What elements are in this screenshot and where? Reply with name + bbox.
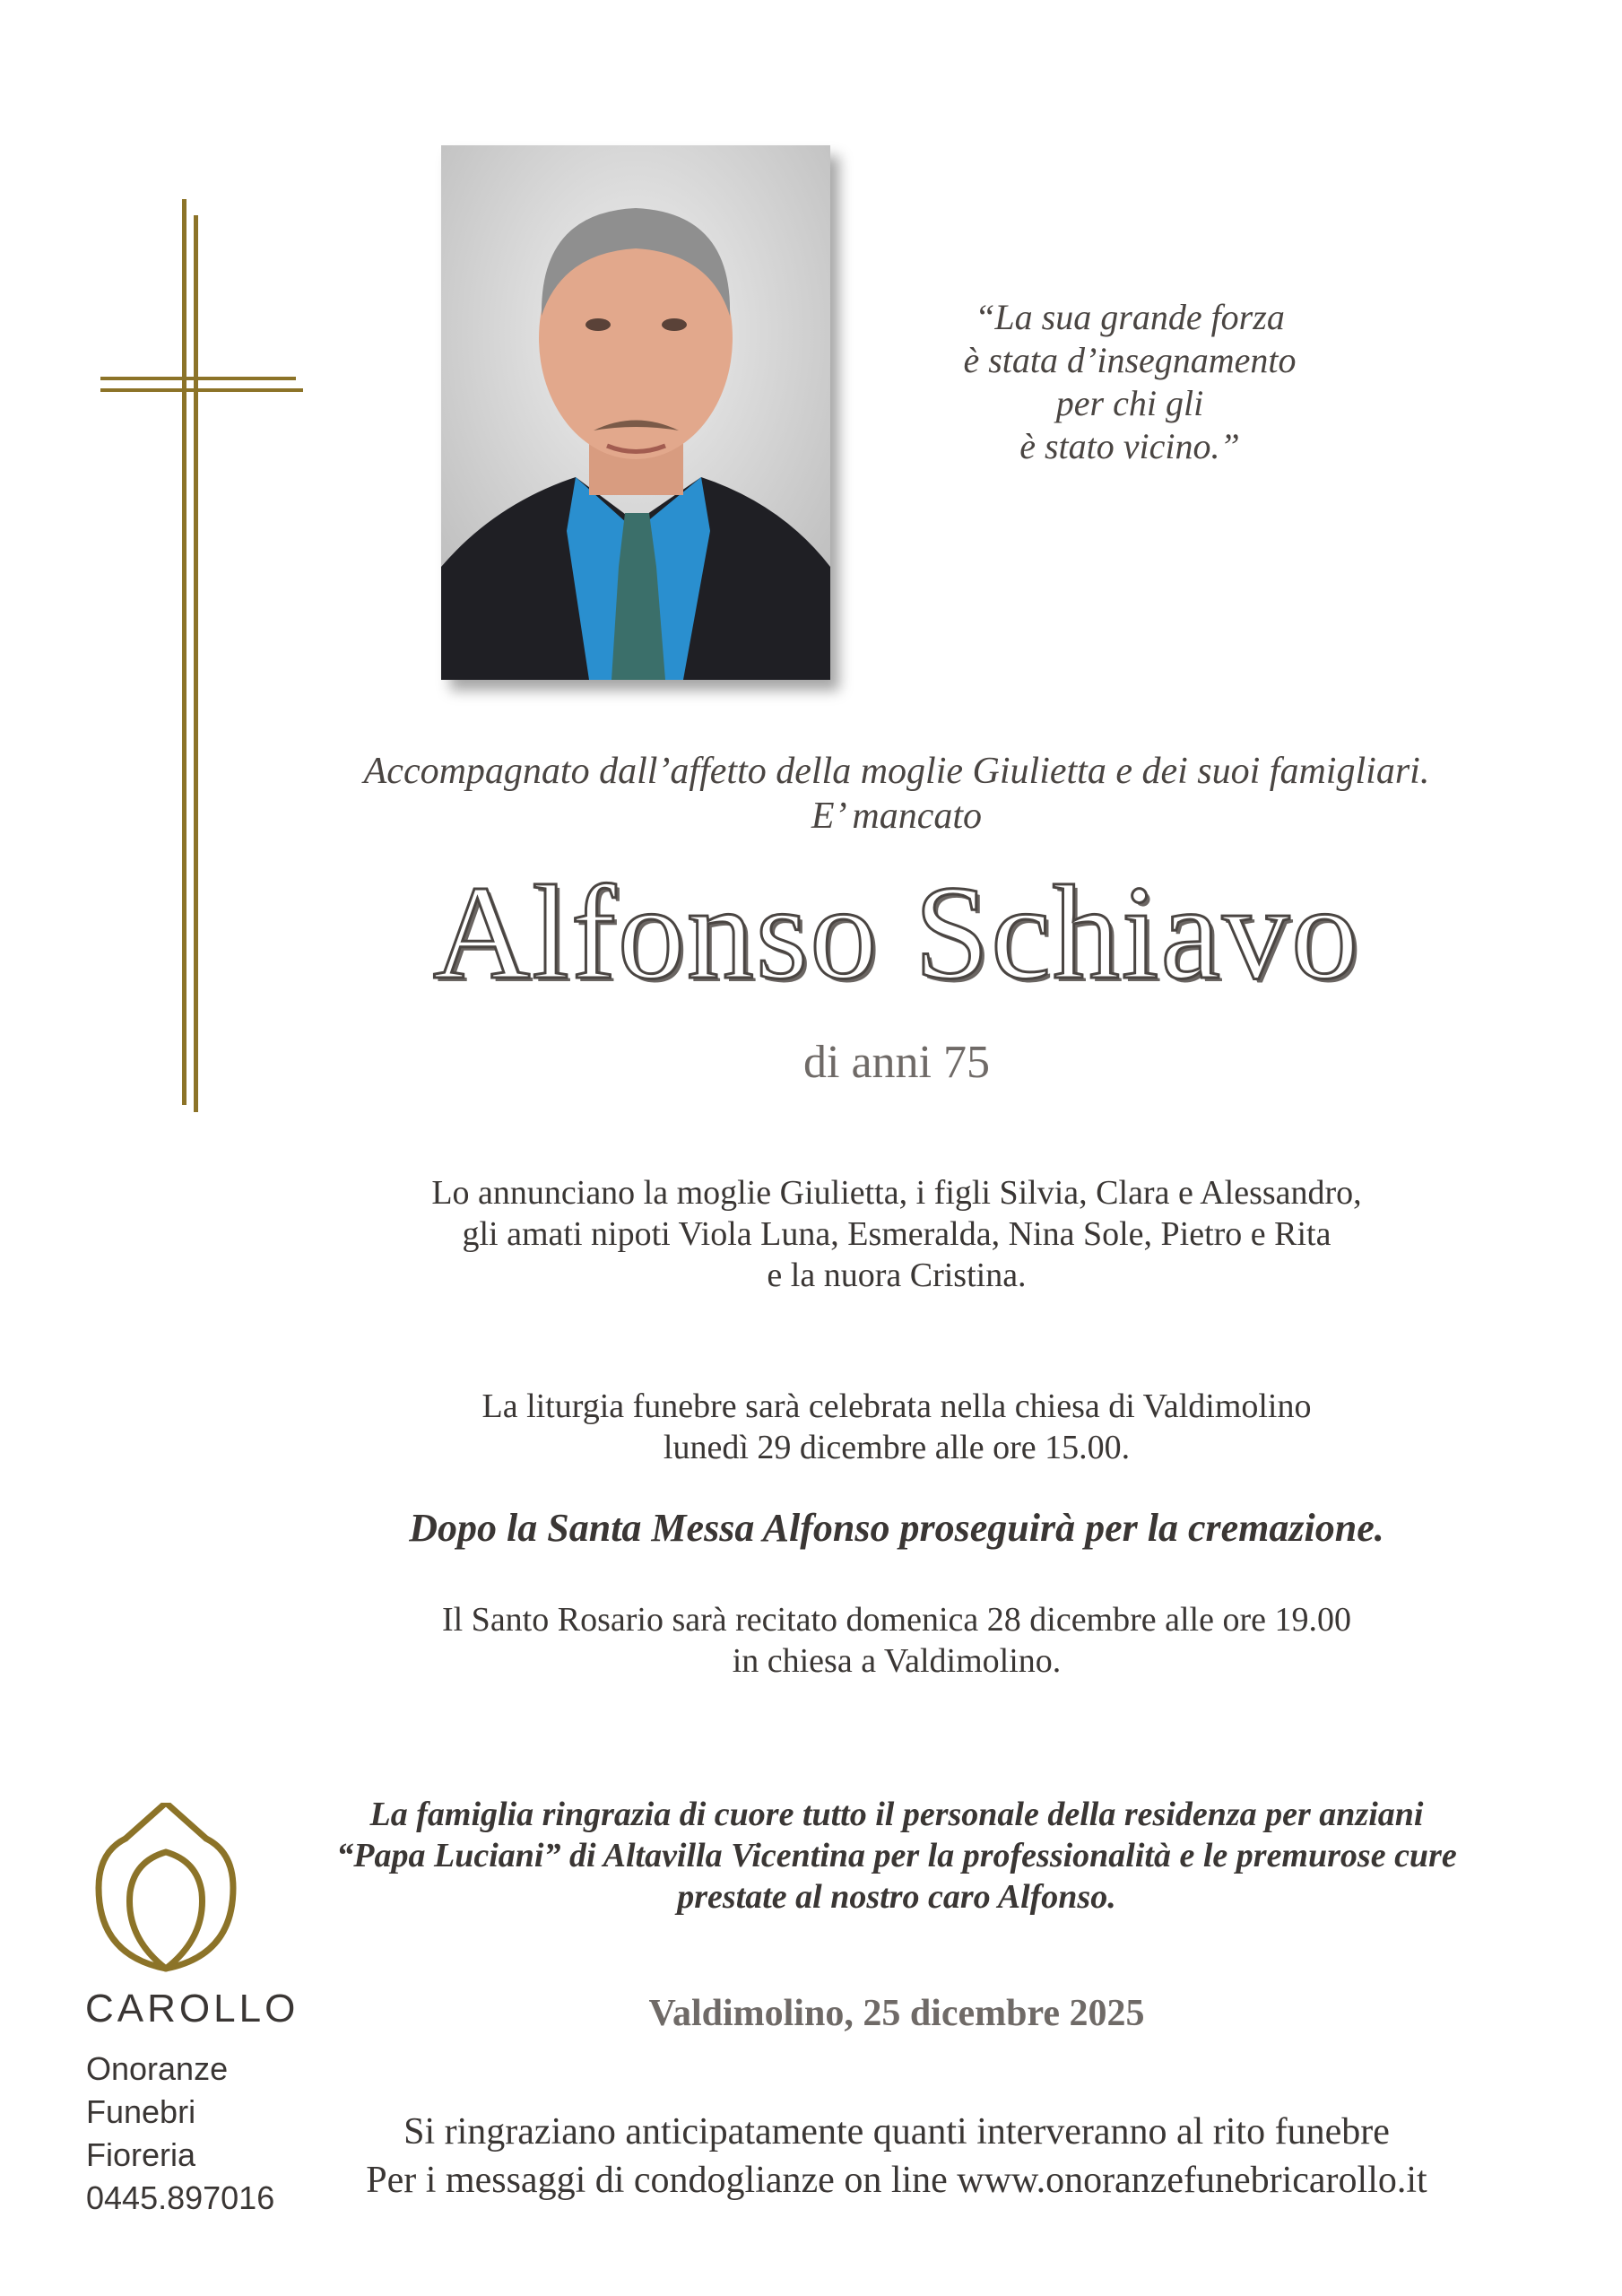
footer-text xyxy=(269,2108,1524,2205)
thanks-line: La famiglia ringrazia di cuore tutto il personale della residenza per anziani xyxy=(369,1796,1424,1833)
cross-horizontal-bar xyxy=(100,377,296,380)
brand-name: CAROLLO xyxy=(85,1987,299,2031)
thanks-line: “Papa Luciani” di Altavilla Vicentina per la professionalità e le premurose cure xyxy=(336,1837,1457,1874)
family-thanks xyxy=(269,1794,1524,1918)
memorial-quote xyxy=(932,296,1327,468)
cremation-note: Dopo la Santa Messa Alfonso proseguirà per la cremazione. xyxy=(409,1506,1384,1550)
announcement-line: e la nuora Cristina. xyxy=(767,1257,1027,1294)
brand-details xyxy=(86,2048,274,2220)
footer-line: Per i messaggi di condoglianze on line www.onoranzefunebricarollo.it xyxy=(366,2160,1427,2201)
quote-line: è stato vicino.” xyxy=(1019,426,1240,466)
thanks-line: prestate al nostro caro Alfonso. xyxy=(677,1878,1116,1916)
brand-phone: 0445.897016 xyxy=(86,2179,275,2216)
quote-line: è stata d’insegnamento xyxy=(963,340,1297,380)
announcement-line: gli amati nipoti Viola Luna, Esmeralda, Nina Sole, Pietro e Rita xyxy=(462,1215,1331,1253)
brand-line: Fioreria xyxy=(86,2136,196,2173)
cross-vertical-bar xyxy=(182,199,186,1105)
quote-line: per chi gli xyxy=(1055,383,1204,423)
intro-line: E’ mancato xyxy=(811,796,983,837)
intro-line: Accompagnato dall’affetto della moglie Giulietta e dei suoi famigliari. xyxy=(363,751,1430,792)
rosary-line: in chiesa a Valdimolino. xyxy=(732,1642,1062,1680)
portrait-photo xyxy=(441,145,830,680)
liturgy-info xyxy=(269,1386,1524,1468)
deceased-name: Alfonso Schiavo xyxy=(432,858,1361,1007)
rosary-info xyxy=(269,1599,1524,1682)
deceased-age: di anni 75 xyxy=(803,1037,990,1088)
place-date: Valdimolino, 25 dicembre 2025 xyxy=(648,1993,1145,2034)
tulip-logo-icon xyxy=(90,1803,242,1973)
liturgy-line: La liturgia funebre sarà celebrata nella chiesa di Valdimolino xyxy=(481,1387,1312,1425)
brand-line: Funebri xyxy=(86,2093,196,2130)
rosary-line: Il Santo Rosario sarà recitato domenica 28 dicembre alle ore 19.00 xyxy=(441,1601,1352,1639)
liturgy-line: lunedì 29 dicembre alle ore 15.00. xyxy=(663,1429,1131,1466)
cross-vertical-bar xyxy=(194,215,198,1112)
footer-line: Si ringraziano anticipatamente quanti interveranno al rito funebre xyxy=(403,2111,1390,2152)
announcement-line: Lo annunciano la moglie Giulietta, i figli Silvia, Clara e Alessandro, xyxy=(431,1174,1362,1212)
intro-text xyxy=(269,749,1524,839)
cross-horizontal-bar xyxy=(100,388,303,392)
quote-line: “La sua grande forza xyxy=(975,297,1285,337)
family-announcement xyxy=(269,1172,1524,1296)
brand-line: Onoranze xyxy=(86,2050,229,2087)
